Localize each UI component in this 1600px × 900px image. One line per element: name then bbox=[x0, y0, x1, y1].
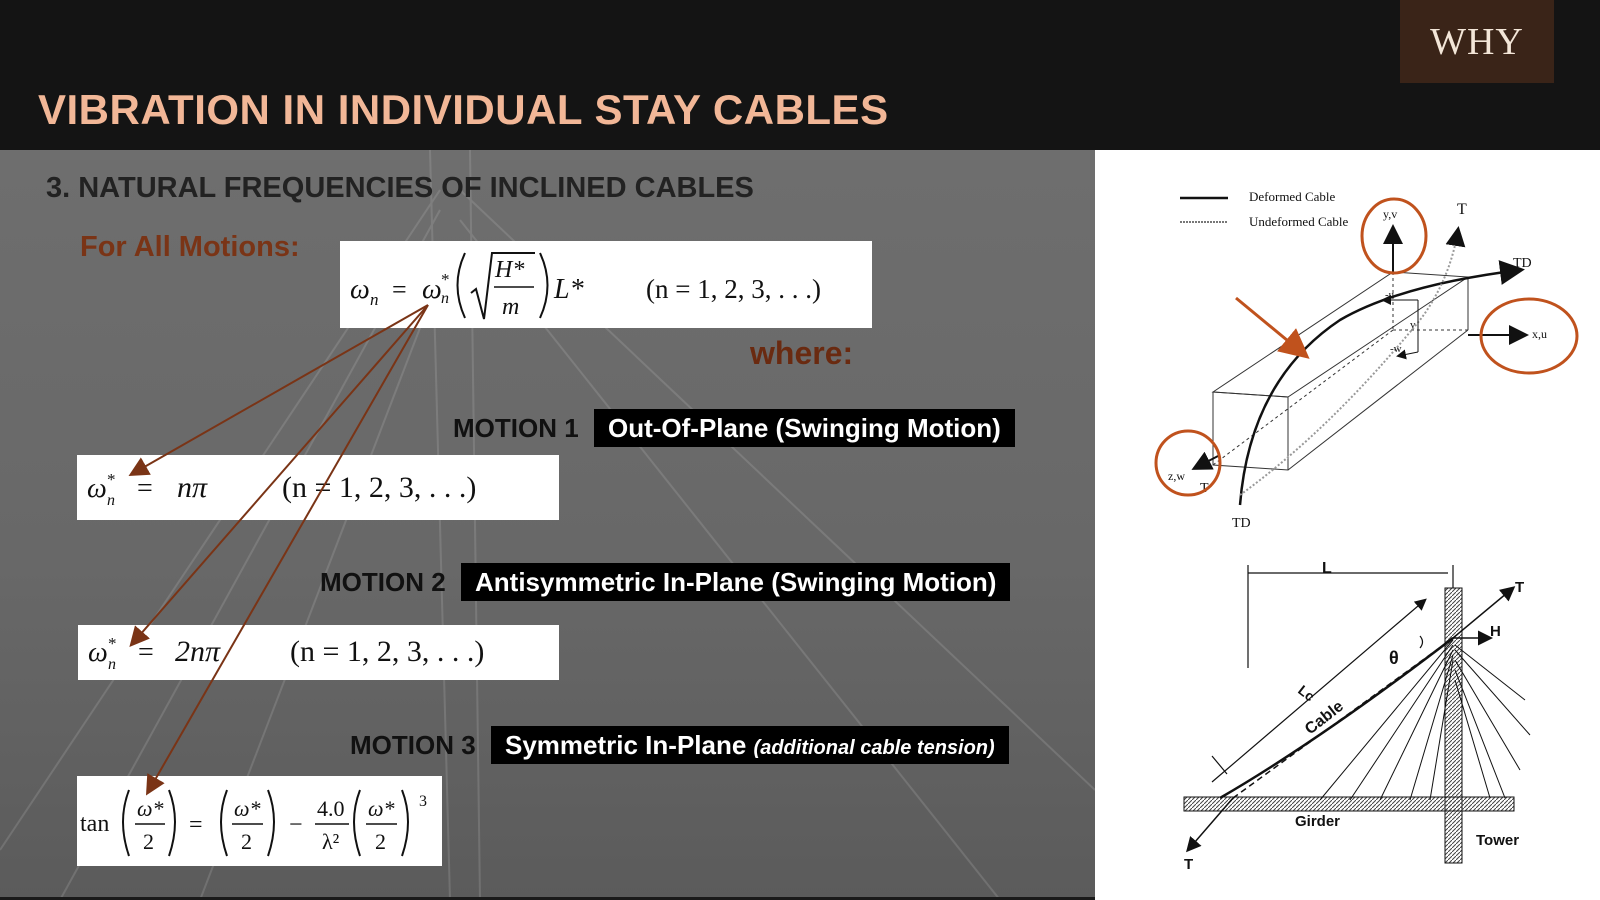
svg-text:2: 2 bbox=[143, 829, 154, 854]
motion-3-label: MOTION 3 bbox=[350, 730, 476, 760]
svg-text:ω*: ω* bbox=[368, 796, 395, 821]
where-label: where: bbox=[750, 335, 854, 371]
svg-text:-u: -u bbox=[1385, 289, 1395, 301]
svg-text:L*: L* bbox=[554, 274, 584, 305]
motion-1-label: MOTION 1 bbox=[453, 413, 579, 443]
svg-text:z,w: z,w bbox=[1168, 469, 1185, 483]
svg-text:x,u: x,u bbox=[1532, 327, 1547, 341]
svg-text:n: n bbox=[107, 492, 115, 509]
section-heading: 3. NATURAL FREQUENCIES OF INCLINED CABLES bbox=[46, 172, 754, 204]
svg-text:2nπ: 2nπ bbox=[175, 635, 221, 668]
svg-text:=: = bbox=[138, 637, 154, 668]
svg-text:Girder: Girder bbox=[1295, 813, 1341, 830]
legend-deformed: Deformed Cable bbox=[1249, 189, 1336, 204]
svg-text:(n = 1, 2, 3, . . .): (n = 1, 2, 3, . . .) bbox=[290, 635, 485, 668]
for-all-label: For All Motions: bbox=[80, 231, 300, 263]
highlight-annotations bbox=[1156, 199, 1577, 495]
svg-text:T: T bbox=[1200, 481, 1209, 496]
motion-1-tag: Out-Of-Plane (Swinging Motion) bbox=[594, 409, 1015, 447]
svg-text:3: 3 bbox=[419, 793, 427, 810]
svg-text:=: = bbox=[137, 473, 153, 504]
svg-text:θ: θ bbox=[1389, 648, 1399, 668]
bottom-geometry-figure bbox=[1184, 560, 1530, 873]
legend-undeformed: Undeformed Cable bbox=[1249, 214, 1349, 229]
stay-fan bbox=[1320, 640, 1530, 800]
tower-shaft bbox=[1445, 588, 1462, 863]
svg-text:-w: -w bbox=[1390, 343, 1402, 355]
svg-text:ω: ω bbox=[87, 473, 107, 504]
svg-text:*: * bbox=[107, 470, 116, 489]
svg-text:ω*: ω* bbox=[234, 796, 261, 821]
svg-text:Cable: Cable bbox=[1301, 697, 1347, 739]
motion-3-tag-text: Symmetric In-Plane bbox=[505, 730, 747, 760]
svg-text:TD: TD bbox=[1513, 256, 1532, 271]
svg-text:tan: tan bbox=[80, 811, 110, 837]
slide-title: VIBRATION IN INDIVIDUAL STAY CABLES bbox=[38, 86, 889, 133]
svg-text:L: L bbox=[1322, 560, 1332, 577]
svg-text:ω: ω bbox=[422, 274, 442, 305]
svg-text:TD: TD bbox=[1232, 516, 1251, 531]
svg-text:−: − bbox=[289, 812, 303, 838]
svg-text:H: H bbox=[1490, 623, 1501, 640]
svg-text:v: v bbox=[1410, 319, 1416, 331]
top-deformation-figure bbox=[1156, 189, 1577, 531]
highlight-arrow bbox=[1236, 298, 1305, 355]
svg-text:2: 2 bbox=[375, 829, 386, 854]
svg-text:Tower: Tower bbox=[1476, 832, 1520, 849]
svg-text:2: 2 bbox=[241, 829, 252, 854]
eq-omega: ω bbox=[350, 274, 370, 305]
why-badge[interactable]: WHY bbox=[1400, 0, 1554, 83]
svg-text:*: * bbox=[441, 270, 450, 289]
svg-text:T: T bbox=[1457, 201, 1467, 218]
svg-text:Lc: Lc bbox=[1295, 681, 1318, 705]
svg-text:ω: ω bbox=[88, 637, 108, 668]
highlight-zw bbox=[1156, 431, 1220, 495]
svg-text:=: = bbox=[392, 275, 407, 304]
svg-text:nπ: nπ bbox=[177, 471, 208, 504]
svg-text:y,v: y,v bbox=[1383, 207, 1398, 221]
svg-text:ω*: ω* bbox=[137, 796, 164, 821]
motion-2-label: MOTION 2 bbox=[320, 567, 446, 597]
svg-text:n: n bbox=[370, 290, 379, 309]
svg-text:*: * bbox=[108, 634, 117, 653]
svg-text:n: n bbox=[108, 656, 116, 673]
svg-text:n: n bbox=[441, 290, 449, 307]
motion-2-tag: Antisymmetric In-Plane (Swinging Motion) bbox=[461, 563, 1010, 601]
motion-3-tag-note: (additional cable tension) bbox=[753, 737, 995, 759]
svg-text:(n = 1, 2, 3, . . .): (n = 1, 2, 3, . . .) bbox=[282, 471, 477, 504]
girder-deck bbox=[1184, 797, 1514, 811]
svg-text:H*: H* bbox=[495, 257, 525, 283]
svg-text:(n = 1, 2, 3, . . .): (n = 1, 2, 3, . . .) bbox=[646, 274, 821, 304]
svg-text:m: m bbox=[502, 294, 520, 320]
svg-text:=: = bbox=[189, 812, 203, 838]
svg-text:λ²: λ² bbox=[322, 829, 340, 854]
svg-text:4.0: 4.0 bbox=[317, 796, 345, 821]
svg-text:T: T bbox=[1515, 579, 1525, 596]
svg-text:T: T bbox=[1184, 856, 1194, 873]
